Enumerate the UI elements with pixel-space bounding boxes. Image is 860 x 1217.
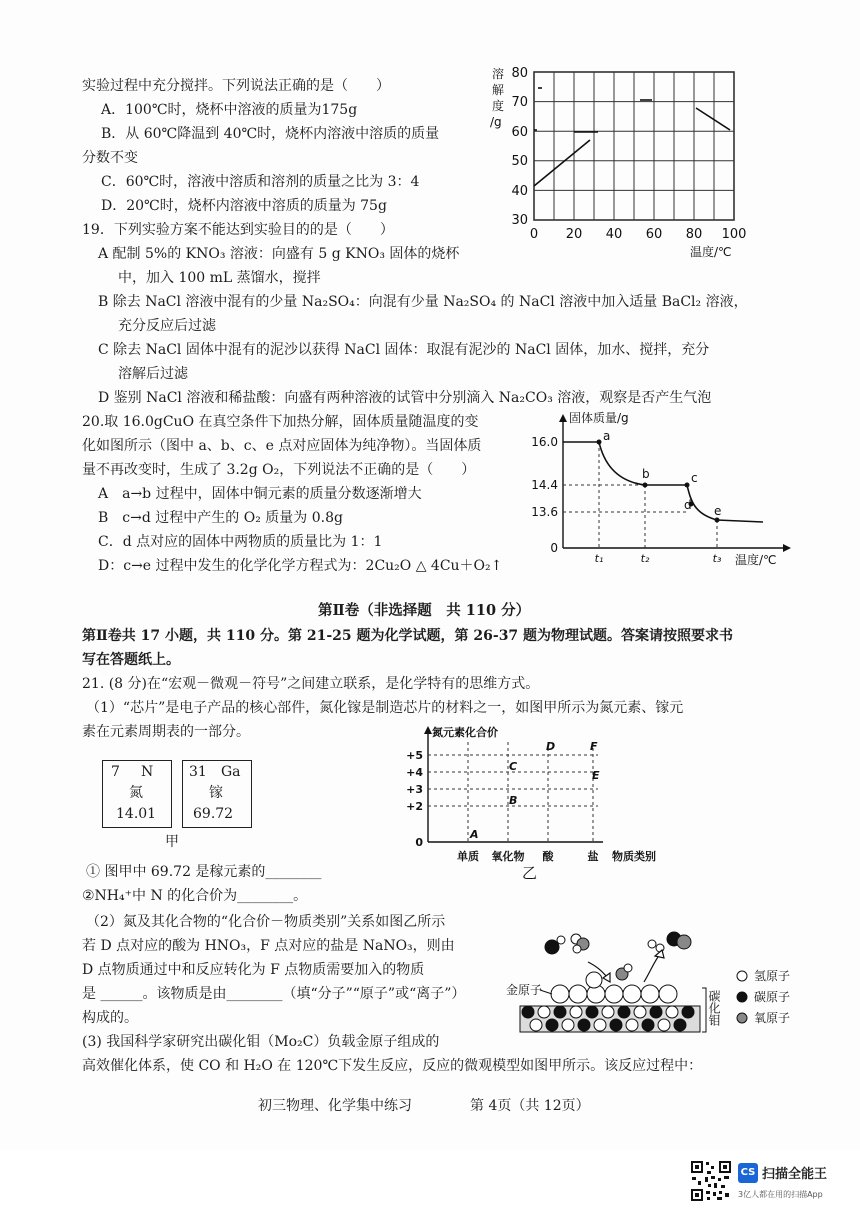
section2-title: 第Ⅱ卷（非选择题 共 110 分） — [318, 602, 531, 619]
q21-sub1: ① 图甲中 69.72 是稼元素的________ — [86, 864, 322, 880]
svg-text:A: A — [470, 828, 479, 841]
q18-option-d: D．20℃时，烧杯内溶液中溶质的质量为 75g — [101, 198, 387, 214]
graph3-xcats — [457, 849, 599, 863]
graph2-axes — [559, 414, 791, 552]
graph3-xlabel: 物质类别 — [612, 850, 656, 863]
svg-text:度: 度 — [492, 99, 505, 113]
legend — [737, 969, 790, 1025]
valence-class-graph — [398, 722, 698, 882]
svg-text:20: 20 — [565, 227, 583, 242]
graph2-yticks — [531, 435, 558, 555]
graph1-curve — [534, 88, 730, 186]
svg-text:/g: /g — [490, 115, 502, 129]
svg-text:100: 100 — [721, 227, 747, 242]
section2-note-1: 第Ⅱ卷共 17 小题，共 110 分。第 21-25 题为化学试题，第 26-37 题为物理试题。答案请按照要求书 — [82, 628, 734, 644]
graph1-xticks — [530, 227, 747, 242]
svg-text:70: 70 — [511, 95, 528, 110]
svg-text:E: E — [592, 769, 600, 782]
solubility-graph — [490, 62, 760, 262]
svg-text:F: F — [590, 740, 598, 753]
solid-mass-graph — [525, 410, 815, 576]
carbon-legend-label: 碳原子 — [754, 990, 791, 1004]
q21-part1-b: 素在元素周期表的一部分。 — [82, 724, 250, 740]
svg-text:50: 50 — [511, 154, 528, 169]
camscanner-name: 扫描全能王 — [762, 1167, 828, 1182]
gold-atom-label: 金原子 — [506, 983, 543, 997]
graph1-grid — [534, 72, 734, 220]
q19-option-d: D 鉴别 NaCl 溶液和稀盐酸：向盛有两种溶液的试管中分别滴入 Na₂CO₃ 溶液，观察是否产生气泡 — [98, 390, 712, 406]
graph2-guides — [563, 442, 717, 548]
svg-text:40: 40 — [605, 227, 623, 242]
nitrogen-name: 氮 — [129, 785, 143, 801]
graph3-title: 氮元素化合价 — [432, 726, 498, 739]
footer-page-number: 第 4页（共 12页） — [470, 1098, 590, 1114]
graph1-yticks — [511, 66, 528, 228]
qr-code-icon — [690, 1160, 732, 1202]
q21-stem: 21. (8 分)在“宏观－微观－符号”之间建立联系，是化学特有的思维方式。 — [82, 676, 540, 692]
svg-text:0: 0 — [529, 227, 539, 242]
q21-part2-d: 是 ______。该物质是由________（填“分子”“原子”或“离子”） — [82, 986, 466, 1002]
q20-stem-3: 量不再改变时，生成了 3.2g O₂，下列说法不正确的是（ ） — [82, 462, 476, 478]
q21-part3-b: 高效催化体系，使 CO 和 H₂O 在 120℃下发生反应，反应的微观模型如图甲所示。该反应过程中： — [82, 1058, 703, 1074]
q19-option-a: A 配制 5%的 KNO₃ 溶液：向盛有 5 g KNO₃ 固体的烧杯 — [98, 246, 460, 262]
hydrogen-legend-label: 氢原子 — [754, 969, 791, 983]
svg-text:t₁: t₁ — [594, 552, 604, 565]
section2-note-2: 写在答题纸上。 — [82, 652, 180, 668]
q21-part2-b: 若 D 点对应的酸为 HNO₃，F 点对应的盐是 NaNO₃，则由 — [82, 938, 455, 954]
svg-text:e: e — [714, 504, 722, 518]
q19-option-b: B 除去 NaCl 溶液中混有的少量 Na₂SO₄：向混有少量 Na₂SO₄ 的 NaCl 溶液中加入适量 BaCl₂ 溶液， — [98, 294, 748, 310]
q21-part2-e: 构成的。 — [82, 1010, 138, 1026]
svg-text:盐: 盐 — [587, 850, 599, 863]
gallium-name: 镓 — [209, 785, 223, 801]
svg-text:a: a — [603, 429, 611, 443]
gallium-symbol: Ga — [221, 764, 241, 780]
q18-option-c: C．60℃时，溶液中溶质和溶剂的质量之比为 3：4 — [101, 174, 420, 190]
q19-stem: 19．下列实验方案不能达到实验目的的是（ ） — [82, 222, 394, 238]
svg-text:80: 80 — [685, 227, 703, 242]
svg-text:16.0: 16.0 — [531, 435, 558, 449]
svg-text:溶: 溶 — [492, 67, 505, 81]
svg-text:80: 80 — [511, 66, 528, 81]
graph2-xlabel: 温度/℃ — [735, 553, 777, 567]
q21-part2-a: （2）氮及其化合物的“化合价－物质类别”关系如图乙所示 — [86, 914, 446, 930]
graph3-caption: 乙 — [522, 864, 538, 882]
svg-text:0: 0 — [550, 541, 558, 555]
graph2-xticks — [595, 552, 722, 565]
graph1-ylabel — [490, 66, 504, 129]
nitrogen-mass: 14.01 — [116, 806, 157, 822]
camscanner-logo-icon: CS — [738, 1163, 758, 1183]
svg-text:c: c — [691, 471, 698, 485]
carbide-bracket — [702, 988, 706, 1032]
q18-tail: 实验过程中充分搅拌。下列说法正确的是（ ） — [82, 78, 390, 94]
q19-option-c-cont: 溶解后过滤 — [118, 366, 188, 382]
nitrogen-symbol: N — [141, 764, 154, 780]
q19-option-c: C 除去 NaCl 固体中混有的泥沙以获得 NaCl 固体：取混有泥沙的 NaCl 固体，加水、搅拌，充分 — [98, 342, 710, 358]
gold-atom-layer — [551, 972, 677, 1003]
gallium-number: 31 — [189, 764, 207, 780]
svg-text:+5: +5 — [406, 749, 423, 762]
q20-stem-1: 20.取 16.0gCuO 在真空条件下加热分解，固体质量随温度的变 — [82, 414, 479, 430]
svg-text:30: 30 — [511, 213, 528, 228]
molecules — [545, 932, 691, 980]
svg-text:14.4: 14.4 — [531, 478, 558, 492]
svg-text:d: d — [684, 498, 692, 512]
svg-text:单质: 单质 — [457, 850, 479, 863]
svg-text:t₂: t₂ — [640, 552, 650, 565]
graph3-yticks — [406, 749, 423, 849]
graph3-axes — [424, 726, 603, 842]
q18-option-b: B．从 60℃降温到 40℃时，烧杯内溶液中溶质的质量 — [101, 126, 440, 142]
nitrogen-number: 7 — [111, 764, 120, 780]
svg-text:60: 60 — [645, 227, 663, 242]
figure-jia-caption: 甲 — [165, 834, 179, 850]
q20-option-d: D：c→e 过程中发生的化学化学方程式为：2Cu₂O △ 4Cu＋O₂↑ — [98, 558, 503, 574]
oxygen-legend-icon — [737, 1013, 747, 1023]
q18-option-b-cont: 分数不变 — [82, 150, 138, 166]
svg-text:酸: 酸 — [542, 850, 554, 863]
q21-part1-a: （1）“芯片”是电子产品的核心部件，氮化镓是制造芯片的材料之一，如图甲所示为氮元素、镓元 — [86, 700, 684, 716]
element-cell-nitrogen — [102, 760, 172, 828]
svg-text:t₃: t₃ — [712, 552, 722, 565]
svg-text:C: C — [509, 760, 518, 773]
q20-option-a: A a→b 过程中，固体中铜元素的质量分数逐渐增大 — [98, 486, 422, 502]
q21-part3-a: (3) 我国科学家研究出碳化钼（Mo₂C）负载金原子组成的 — [82, 1034, 440, 1050]
carbide-atom-layer — [520, 1006, 700, 1032]
footer-exam-name: 初三物理、化学集中练习 — [258, 1098, 412, 1114]
graph2-curve — [563, 442, 763, 522]
catalyst-micro-model — [504, 928, 800, 1044]
camscanner-tagline: 3亿人都在用的扫描App — [738, 1190, 823, 1199]
svg-text:D: D — [546, 740, 556, 753]
svg-text:0: 0 — [415, 836, 423, 849]
oxygen-legend-label: 氧原子 — [754, 1011, 791, 1025]
svg-text:+4: +4 — [406, 766, 423, 779]
gallium-mass: 69.72 — [193, 806, 234, 822]
q20-stem-2: 化如图所示（图中 a、b、c、e 点对应固体为纯净物）。当固体质 — [82, 438, 482, 454]
svg-text:解: 解 — [492, 83, 505, 97]
graph2-point-labels — [603, 429, 721, 518]
svg-text:40: 40 — [511, 184, 528, 199]
q20-option-b: B c→d 过程中产生的 O₂ 质量为 0.8g — [98, 510, 343, 526]
svg-text:氧化物: 氧化物 — [491, 850, 525, 863]
q21-part2-c: D 点物质通过中和反应转化为 F 点物质需要加入的物质 — [82, 962, 425, 978]
svg-text:+2: +2 — [406, 800, 423, 813]
q19-option-b-cont: 充分反应后过滤 — [118, 318, 216, 334]
carbide-label: 碳化钼 — [707, 990, 721, 1026]
graph1-xlabel: 温度/℃ — [690, 245, 732, 259]
graph2-ylabel: 固体质量/g — [569, 411, 629, 425]
svg-text:60: 60 — [511, 125, 528, 140]
svg-text:13.6: 13.6 — [531, 505, 558, 519]
hydrogen-legend-icon — [737, 971, 747, 981]
graph3-guides — [428, 742, 598, 842]
graph2-points — [597, 440, 720, 523]
svg-text:b: b — [642, 467, 650, 481]
svg-text:B: B — [509, 794, 518, 807]
q18-option-a: A．100℃时，烧杯中溶液的质量为175g — [101, 102, 358, 118]
element-cell-gallium — [182, 760, 252, 828]
q20-option-c: C．d 点对应的固体中两物质的质量比为 1：1 — [98, 534, 383, 550]
q19-option-a-cont: 中，加入 100 mL 蒸馏水，搅拌 — [118, 270, 321, 286]
carbon-legend-icon — [737, 992, 747, 1002]
q21-sub2: ②NH₄⁺中 N 的化合价为________。 — [82, 888, 308, 904]
svg-text:+3: +3 — [406, 783, 423, 796]
